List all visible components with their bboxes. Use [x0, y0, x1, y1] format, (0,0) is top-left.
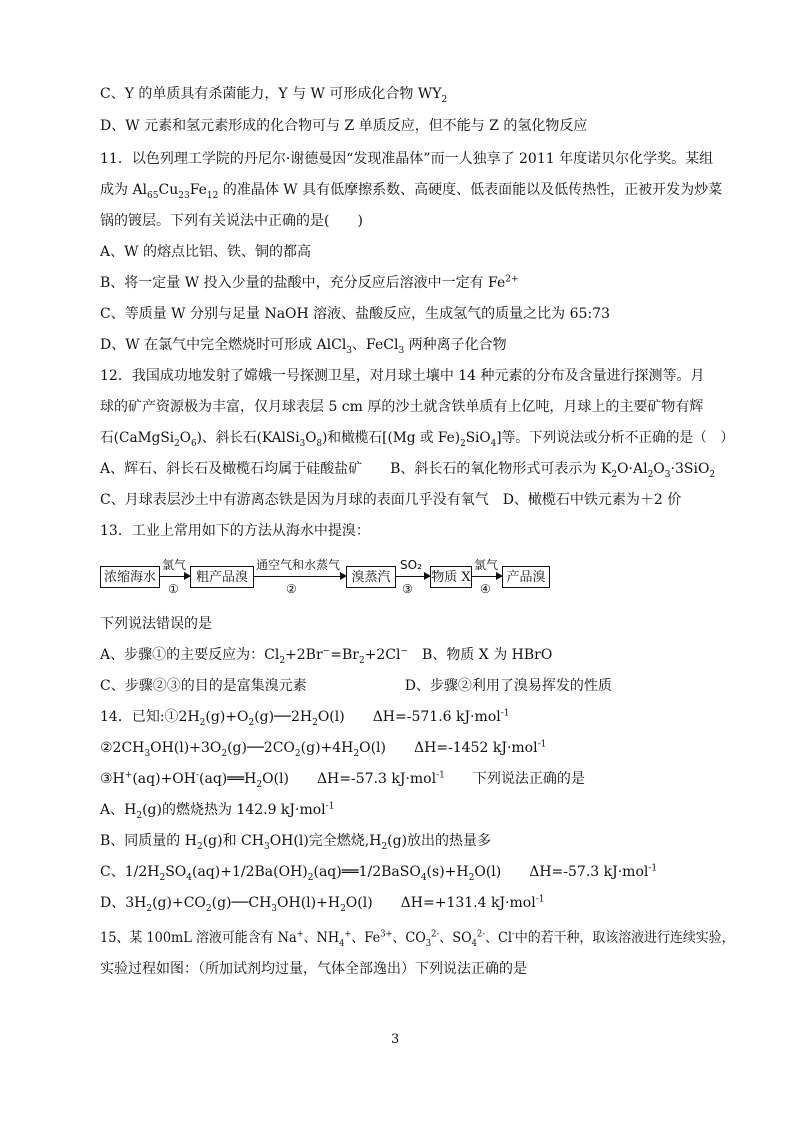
q12-stem-line-3: 石$(CaMgSi_2O_6)$、斜长石$(KAlSi_3O_8)$和橄榄石[(Mg 或 $Fe)_2SiO_4$]等。下列说法或分析不正确的是（ ） [100, 430, 735, 449]
q12-options-c-d: C、月球表层沙土中有游离态铁是因为月球的表面几乎没有氧气 D、橄榄石中铁元素为＋2 价 [100, 492, 682, 508]
q14-option-c: C、$1/2H_2SO_4(aq)+1/2Ba(OH)_2(aq)══1/2BaSO_4(s)+H_2O(l)$ ΔH=-57.3 kJ·mol$^{-1}$ [100, 863, 658, 883]
q10-option-d: D、W 元素和氢元素形成的化合物可与 Z 单质反应，但不能与 Z 的氢化物反应 [100, 118, 588, 134]
flow-arrow-1 [160, 576, 190, 577]
flow-arrow-3 [396, 576, 430, 577]
q11-option-b: B、将一定量 W 投入少量的盐酸中，充分反应后溶液中一定有 $Fe^{2+}$ [100, 274, 519, 291]
flow-arrow-2 [254, 576, 346, 577]
q11-option-a: A、W 的熔点比铝、铁、铜的都高 [100, 244, 311, 260]
flow-box-product-bromine: 产品溴 [502, 566, 550, 588]
q12-stem-line-1: 12．我国成功地发射了嫦娥一号探测卫星，对月球土壤中 14 种元素的分布及含量进行探测等。月 [100, 368, 705, 384]
q14-option-d: D、$3H_2(g)+CO_2(g)──CH_3OH(l)+H_2O(l)$ ΔH=+131.4 kJ·mol$^{-1}$ [100, 894, 545, 914]
q14-equation-2: $②2CH_3OH(l)+3O_2(g)──2CO_2(g)+4H_2O(l)$ ΔH=-1452 kJ·mol$^{-1}$ [100, 739, 547, 759]
q14-equation-1: 14．已知$:①2H_2(g)+O_2(g)──2H_2O(l)$ ΔH=-571.6 kJ·mol$^{-1}$ [100, 708, 510, 728]
q11-stem-line-2: 成为 $Al_{65}Cu_{23}Fe_{12}$ 的准晶体 W 具有低摩擦系数、高硬度、低表面能以及低传热性，正被开发为炒菜 [100, 182, 723, 201]
flow-arrow-3-label: SO₂ [400, 558, 422, 572]
page-number: 3 [391, 1032, 400, 1047]
flow-arrow-2-label: 通空气和水蒸气 [256, 558, 341, 572]
bromine-extraction-flowchart [100, 556, 550, 604]
q11-option-d: D、W 在氯气中完全燃烧时可形成 AlCl$_3$、FeCl$_3$ 两种离子化合物 [100, 337, 507, 356]
q11-option-c: C、等质量 W 分别与足量 NaOH 溶液、盐酸反应，生成氢气的质量之比为 65:73 [100, 306, 610, 322]
q12-options-a-b: A、辉石、斜长石及橄榄石均属于硅酸盐矿 B、斜长石的氧化物形式可表示为 $K_2O\cdot Al_2O_3\cdot 3SiO_2$ [100, 461, 716, 480]
q15-stem-line-2: 实验过程如图：（所加试剂均过量，气体全部逸出）下列说法正确的是 [100, 961, 527, 977]
q11-stem-line-3: 锅的镀层。下列有关说法中正确的是( ) [100, 213, 363, 229]
q14-option-b: B、同质量的 $H_2(g)$和 $CH_3OH(l)$完全燃烧$,H_2(g)$放出的热量多 [100, 833, 492, 852]
flow-arrow-1-step: ① [168, 582, 179, 596]
q13-options-c-d: C、步骤②③的目的是富集溴元素 D、步骤②利用了溴易挥发的性质 [100, 678, 612, 694]
flow-arrow-4-step: ④ [480, 582, 491, 596]
flow-box-concentrated-seawater: 浓缩海水 [100, 566, 160, 588]
flow-arrow-4 [472, 576, 502, 577]
q13-options-a-b: A、步骤①的主要反应为：$Cl_2+2Br^-=Br_2+2Cl^-$ B、物质 X 为 HBrO [100, 646, 553, 666]
q14-option-a: A、$H_2(g)$的燃烧热为 142.9 kJ·mol$^{-1}$ [100, 801, 335, 821]
flow-arrow-3-step: ③ [402, 582, 413, 596]
flow-arrow-4-label: 氯气 [474, 558, 499, 572]
q15-stem-line-1: 15、某 100mL 溶液可能含有 Na+、$NH_4^+$、$Fe^{3+}$、$CO_3^{2-}$、$SO_4^{2-}$、Cl-中的若干种，取该溶液进行连续实验， [100, 929, 735, 949]
flow-box-bromine-vapor: 溴蒸汽 [346, 566, 396, 588]
q13-stem: 13．工业上常用如下的方法从海水中提溴： [100, 523, 370, 539]
flow-box-crude-bromine: 粗产品溴 [190, 566, 254, 588]
flow-arrow-2-step: ② [286, 582, 297, 596]
q13-prompt: 下列说法错误的是 [100, 616, 212, 632]
flow-arrow-1-label: 氯气 [162, 558, 187, 572]
q14-equation-3: $③H^+(aq)+OH^-(aq)══H_2O(l)$ ΔH=-57.3 kJ·mol$^{-1}$ 下列说法正确的是 [100, 770, 585, 790]
q10-option-c: C、Y 的单质具有杀菌能力，Y 与 W 可形成化合物 $WY_2$ [100, 86, 448, 105]
q12-stem-line-2: 球的矿产资源极为丰富，仅月球表层 5 cm 厚的沙土就含铁单质有上亿吨，月球上的主要矿物有辉 [100, 399, 704, 415]
flow-box-substance-x: 物质 X [430, 566, 472, 588]
q11-stem-line-1: 11．以色列理工学院的丹尼尔·谢德曼因“发现准晶体”而一人独享了 2011 年度诺贝尔化学奖。某组 [100, 151, 714, 167]
